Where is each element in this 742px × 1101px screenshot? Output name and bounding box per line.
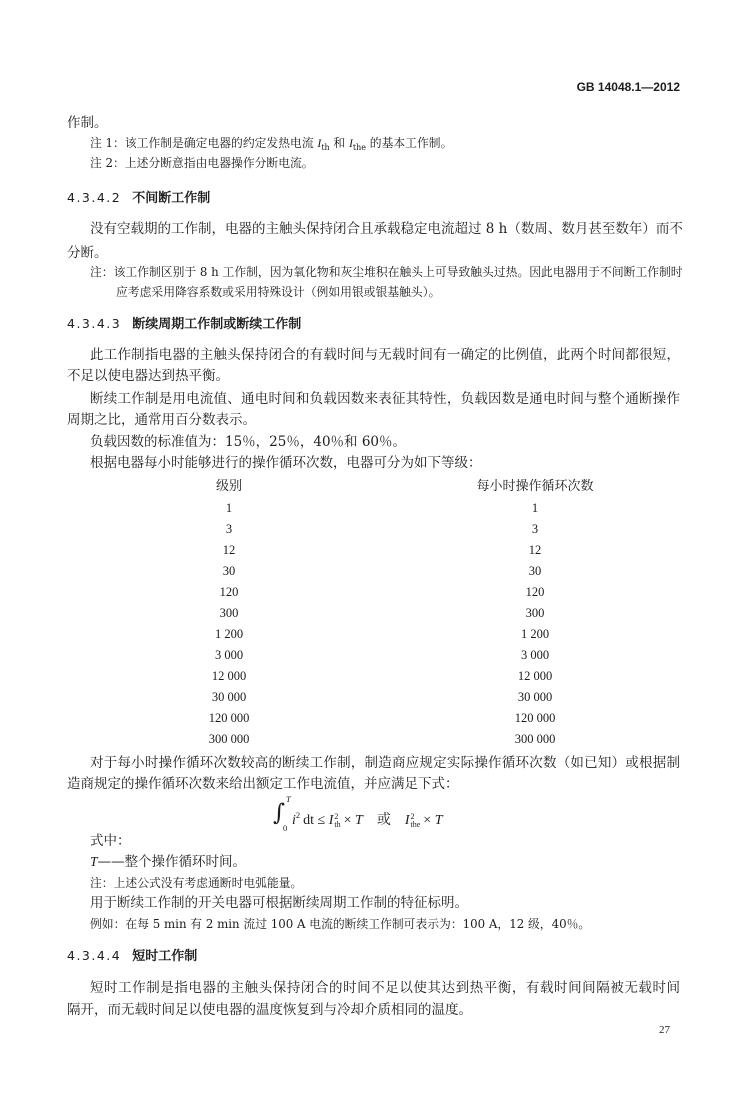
paragraph-line: 分断。 bbox=[67, 245, 108, 261]
formula-body bbox=[292, 806, 442, 830]
current-power: 2 bbox=[410, 811, 415, 821]
standard-code: GB 14048.1—2012 bbox=[576, 80, 680, 94]
where-label: 式中： bbox=[90, 833, 131, 849]
integrand-power: 2 bbox=[295, 810, 301, 820]
section-number: 4.3.4.2 bbox=[67, 190, 122, 205]
grade-cell: 3 000 bbox=[214, 647, 244, 662]
grade-cell: 300 000 bbox=[208, 732, 250, 747]
where-item bbox=[90, 854, 246, 870]
cycles-per-hour-cell: 3 bbox=[531, 521, 539, 536]
integral-lower-limit: 0 bbox=[283, 823, 288, 833]
section-heading-4-3-4-4 bbox=[67, 948, 197, 964]
grade-cell: 120 000 bbox=[208, 711, 250, 725]
grade-cell: 300 bbox=[219, 605, 239, 620]
section-title: 断续周期工作制或断续工作制 bbox=[132, 317, 302, 332]
grade-cell: 12 000 bbox=[211, 668, 247, 683]
time-symbol: T bbox=[434, 813, 443, 828]
subscript-th: th bbox=[334, 819, 341, 829]
cycles-per-hour-cell: 12 bbox=[528, 542, 542, 557]
note-line: 注：该工作制区别于 8 h 工作制，因为氧化物和灰尘堆积在触头上可导致触头过热。因此电器用于不间断工作制时 bbox=[90, 265, 683, 279]
grade-cell: 1 bbox=[225, 500, 233, 515]
grade-cell: 1 200 bbox=[214, 626, 244, 641]
current-symbol: I bbox=[404, 813, 410, 828]
continuation-line: 作制。 bbox=[67, 115, 108, 131]
subscript-the: the bbox=[352, 143, 367, 152]
differential: dt bbox=[303, 813, 315, 828]
grade-cell: 30 000 bbox=[211, 689, 247, 704]
paragraph-line: 断续工作制是用电流值、通电时间和负载因数来表征其特性，负载因数是通电时间与整个通断操作 bbox=[90, 391, 680, 407]
note-1-label: 注 1： bbox=[90, 136, 125, 150]
subscript-th: th bbox=[321, 143, 330, 152]
cycles-per-hour-cell: 1 bbox=[531, 500, 539, 515]
paragraph-line: 没有空载期的工作制，电器的主触头保持闭合且承载稳定电流超过 8 h（数周、数月甚至数年）而不 bbox=[90, 221, 683, 237]
paragraph-line: 周期之比，通常用百分数表示。 bbox=[67, 412, 256, 428]
note-line: 应考虑采用降容系数或采用特殊设计（例如用银或银基触头）。 bbox=[116, 285, 441, 299]
power-subscript-stack bbox=[334, 813, 340, 829]
note-1-text-c: 的基本工作制。 bbox=[366, 136, 453, 150]
grade-cell: 12 bbox=[222, 542, 236, 557]
section-heading-4-3-4-3 bbox=[67, 316, 301, 332]
current-power: 2 bbox=[334, 811, 339, 821]
cycles-per-hour-cell: 300 000 bbox=[514, 732, 556, 747]
paragraph-line: 此工作制指电器的主触头保持闭合的有载时间与无载时间有一确定的比例值，此两个时间都很短， bbox=[90, 347, 680, 363]
integral-upper-limit: T bbox=[286, 794, 291, 804]
note-line: 注：上述公式没有考虑通断时电弧能量。 bbox=[90, 876, 303, 890]
paragraph-line: 短时工作制是指电器的主触头保持闭合的时间不足以使其达到热平衡，有载时间间隔被无载时间 bbox=[90, 980, 680, 996]
current-symbol: I bbox=[348, 136, 353, 150]
time-symbol: T bbox=[355, 813, 363, 828]
table-header-cycles-per-hour: 每小时操作循环次数 bbox=[476, 479, 594, 494]
grade-cell: 3 bbox=[225, 521, 233, 536]
times-sign: × bbox=[343, 813, 352, 828]
cycles-per-hour-cell: 300 bbox=[525, 605, 545, 620]
duty-formula bbox=[270, 795, 490, 837]
power-subscript-stack bbox=[411, 813, 421, 829]
current-symbol: I bbox=[317, 136, 322, 150]
current-symbol: I bbox=[328, 813, 334, 828]
relation-sign: ≤ bbox=[317, 813, 326, 828]
paragraph-line: 用于断续工作制的开关电器可根据断续周期工作制的特征标明。 bbox=[90, 895, 468, 911]
paragraph-line: 隔开，而无载时间足以使电器的温度恢复到与冷却介质相同的温度。 bbox=[67, 1002, 472, 1018]
cycles-per-hour-cell: 3 000 bbox=[520, 647, 550, 662]
integral-sign: ∫ bbox=[273, 800, 285, 826]
integrand: i bbox=[292, 813, 296, 828]
cycles-per-hour-cell: 30 bbox=[528, 563, 542, 578]
note-1 bbox=[90, 136, 452, 150]
grade-cell: 120 bbox=[219, 584, 239, 599]
grade-cell: 30 bbox=[222, 563, 236, 578]
page-number: 27 bbox=[659, 1024, 670, 1036]
cycles-per-hour-cell: 1 200 bbox=[520, 626, 550, 641]
where-definition: ——整个操作循环时间。 bbox=[97, 854, 247, 870]
paragraph-line: 对于每小时操作循环次数较高的断续工作制，制造商应规定实际操作循环次数（如已知）或根据制 bbox=[90, 755, 680, 771]
section-heading-4-3-4-2 bbox=[67, 190, 210, 206]
cycles-per-hour-cell: 30 000 bbox=[517, 689, 553, 704]
subscript-the: the bbox=[410, 819, 421, 829]
section-title: 不间断工作制 bbox=[132, 191, 211, 206]
section-number: 4.3.4.4 bbox=[67, 948, 122, 963]
times-sign: × bbox=[423, 813, 432, 828]
grade-table bbox=[0, 470, 742, 750]
paragraph-line: 不足以使电器达到热平衡。 bbox=[67, 368, 229, 384]
section-title: 短时工作制 bbox=[132, 949, 198, 964]
cycles-per-hour-cell: 120 000 bbox=[514, 711, 556, 725]
example-line: 例如：在每 5 min 有 2 min 流过 100 A 电流的断续工作制可表示为：100 A，12 级，40％。 bbox=[90, 917, 591, 931]
cycles-per-hour-cell: 120 bbox=[525, 584, 545, 599]
paragraph-line: 负载因数的标准值为：15％，25％，40％和 60％。 bbox=[90, 434, 407, 450]
note-1-text-b: 和 bbox=[329, 136, 349, 150]
paragraph-line: 造商规定的操作循环次数来给出额定工作电流值，并应满足下式： bbox=[67, 776, 459, 792]
paragraph-line: 根据电器每小时能够进行的操作循环次数，电器可分为如下等级： bbox=[90, 455, 482, 471]
cycles-per-hour-cell: 12 000 bbox=[517, 668, 553, 683]
note-2: 注 2：上述分断意指由电器操作分断电流。 bbox=[90, 156, 314, 170]
note-1-text-a: 该工作制是确定电器的约定发热电流 bbox=[124, 136, 318, 150]
conjunction: 或 bbox=[376, 812, 391, 828]
section-number: 4.3.4.3 bbox=[67, 316, 122, 331]
table-header-grade: 级别 bbox=[215, 479, 242, 494]
where-symbol: T bbox=[90, 854, 98, 869]
